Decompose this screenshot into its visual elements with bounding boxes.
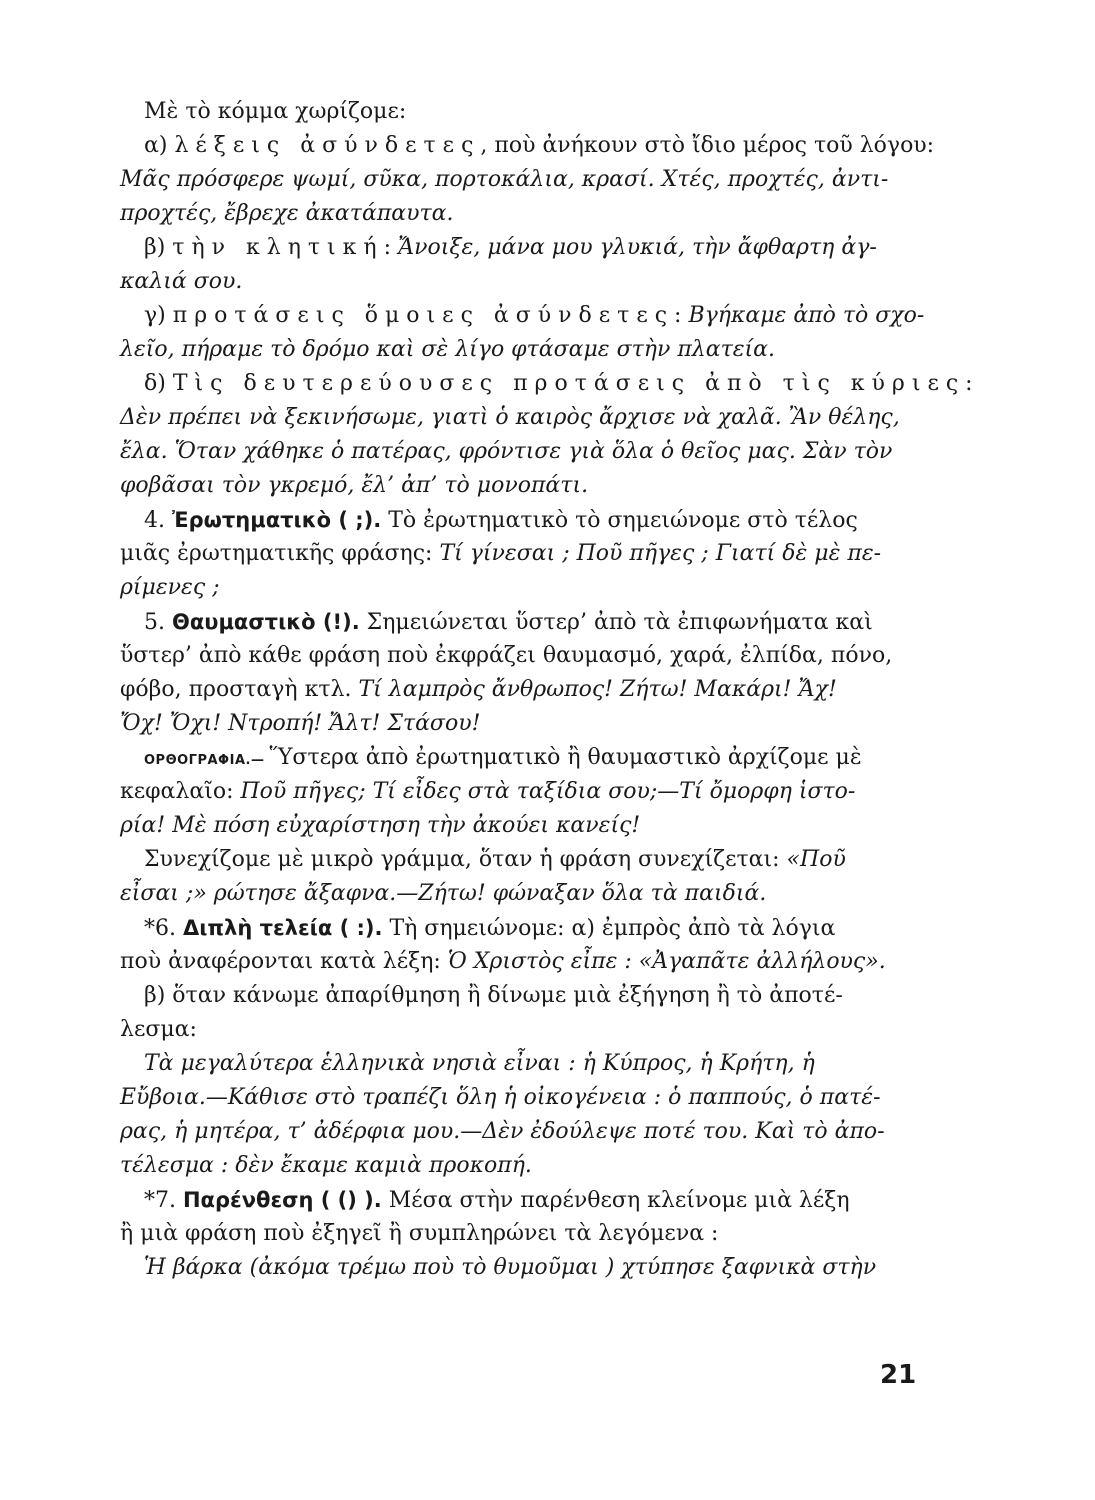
example-line: ρας, ἡ μητέρα, τ’ ἀδέρφια μου.—Δὲν ἐδούλεψε ποτέ του. Καὶ τὸ ἀπο- — [120, 1119, 885, 1144]
text-line: λεσμα: — [120, 1017, 197, 1042]
orthography-line: ΟΡΘΟΓΡΑΦΙΑ.— Ὕστερα ἀπὸ ἐρωτηματικὸ ἢ θαυμαστικὸ ἀρχίζομε μὲ — [144, 745, 862, 770]
example-line: τέλεσμα : δὲν ἔκαμε καμιὰ προκοπή. — [120, 1153, 532, 1178]
section-heading: Ἐρωτηματικὸ ( ;). — [171, 508, 382, 532]
section-7-line: *7. Παρένθεση ( () ). Μέσα στὴν παρένθεση κλείνομε μιὰ λέξη — [144, 1188, 850, 1213]
text-line: β) ὅταν κάνωμε ἀπαρίθμηση ἢ δίνωμε μιὰ ἐξήγηση ἢ τὸ ἀποτέ- — [144, 983, 843, 1008]
text-line: μιᾶς ἐρωτηματικῆς φράσης: Τί γίνεσαι ; Ποῦ πῆγες ; Γιατί δὲ μὲ πε- — [120, 541, 882, 566]
example-line: εἶσαι ;» ρώτησε ἄξαφνα.—Ζήτω! φώναξαν ὅλα τὰ παιδιά. — [120, 881, 767, 906]
text-line: κεφαλαῖο: Ποῦ πῆγες; Τί εἶδες στὰ ταξίδια σου;—Τί ὄμορφη ἱστο- — [120, 779, 856, 804]
text-line: γ) προτάσεις ὅμοιες ἀσύνδετες: Βγήκαμε ἀπὸ τὸ σχο- — [144, 303, 925, 328]
page-body — [120, 95, 973, 1285]
example-line: Δὲν πρέπει νὰ ξεκινήσωμε, γιατὶ ὁ καιρὸς ἄρχισε νὰ χαλᾶ. Ἂν θέλης, — [120, 405, 900, 430]
section-4-line: 4. Ἐρωτηματικὸ ( ;). Τὸ ἐρωτηματικὸ τὸ σημειώνομε στὸ τέλος — [144, 508, 858, 533]
section-heading: Διπλὴ τελεία ( :). — [182, 916, 383, 940]
text-line: ποὺ ἀναφέρονται κατὰ λέξη: Ὁ Χριστὸς εἶπε : «Ἀγαπᾶτε ἀλλήλους». — [120, 949, 886, 974]
example-line: φοβᾶσαι τὸν γκρεμό, ἔλ’ ἀπ’ τὸ μονοπάτι. — [120, 473, 589, 498]
example-line: ρίμενες ; — [120, 575, 220, 600]
example-line: Εὔβοια.—Κάθισε στὸ τραπέζι ὅλη ἡ οἰκογένεια : ὁ παππούς, ὁ πατέ- — [120, 1085, 881, 1110]
page-number: 21 — [880, 1360, 917, 1390]
example-line: ἔλα. Ὅταν χάθηκε ὁ πατέρας, φρόντισε γιὰ ὅλα ὁ θεῖος μας. Σὰν τὸν — [120, 439, 893, 464]
example-line: Μᾶς πρόσφερε ψωμί, σῦκα, πορτοκάλια, κρασί. Χτές, προχτές, ἀντι- — [120, 167, 889, 192]
text-line: β) τὴν κλητική: Ἄνοιξε, μάνα μου γλυκιά, τὴν ἄφθαρτη ἀγ- — [144, 235, 877, 260]
text-line: Συνεχίζομε μὲ μικρὸ γράμμα, ὅταν ἡ φράση συνεχίζεται: «Ποῦ — [144, 847, 846, 872]
text-line: φόβο, προσταγὴ κτλ. Τί λαμπρὸς ἄνθρωπος! Ζήτω! Μακάρι! Ἄχ! — [120, 677, 837, 702]
example-line: Ἡ βάρκα (ἀκόμα τρέμω ποὺ τὸ θυμοῦμαι ) χτύπησε ξαφνικὰ στὴν — [144, 1255, 877, 1280]
text-line: δ) Τὶς δευτερεύουσες προτάσεις ἀπὸ τὶς κύριες: — [144, 371, 973, 396]
section-5-line: 5. Θαυμαστικὸ (!). Σημειώνεται ὕστερ’ ἀπὸ τὰ ἐπιφωνήματα καὶ — [144, 610, 873, 635]
example-line: Τὰ μεγαλύτερα ἑλληνικὰ νησιὰ εἶναι : ἡ Κύπρος, ἡ Κρήτη, ἡ — [144, 1051, 815, 1076]
example-line: λεῖο, πήραμε τὸ δρόμο καὶ σὲ λίγο φτάσαμε στὴν πλατεία. — [120, 337, 776, 362]
example-line: καλιά σου. — [120, 269, 243, 294]
text-line: α) λέξεις ἀσύνδετες, ποὺ ἀνήκουν στὸ ἴδιο μέρος τοῦ λόγου: — [144, 133, 935, 158]
section-heading: Θαυμαστικὸ (!). — [171, 610, 360, 634]
example-line: προχτές, ἔβρεχε ἀκατάπαυτα. — [120, 201, 454, 226]
orthography-label: ΟΡΘΟΓΡΑΦΙΑ.— — [144, 753, 270, 768]
example-line: Ὄχ! Ὄχι! Ντροπή! Ἄλτ! Στάσου! — [120, 711, 481, 736]
text-line: ἢ μιὰ φράση ποὺ ἐξηγεῖ ἢ συμπληρώνει τὰ λεγόμενα : — [120, 1221, 719, 1246]
section-6-line: *6. Διπλὴ τελεία ( :). Τὴ σημειώνομε: α) ἐμπρὸς ἀπὸ τὰ λόγια — [144, 916, 836, 941]
text-line: Μὲ τὸ κόμμα χωρίζομε: — [144, 99, 407, 124]
section-heading: Παρένθεση ( () ). — [182, 1188, 382, 1212]
text-line: ὕστερ’ ἀπὸ κάθε φράση ποὺ ἐκφράζει θαυμασμό, χαρά, ἐλπίδα, πόνο, — [120, 643, 893, 668]
example-line: ρία! Μὲ πόση εὐχαρίστηση τὴν ἀκούει κανείς! — [120, 813, 641, 838]
